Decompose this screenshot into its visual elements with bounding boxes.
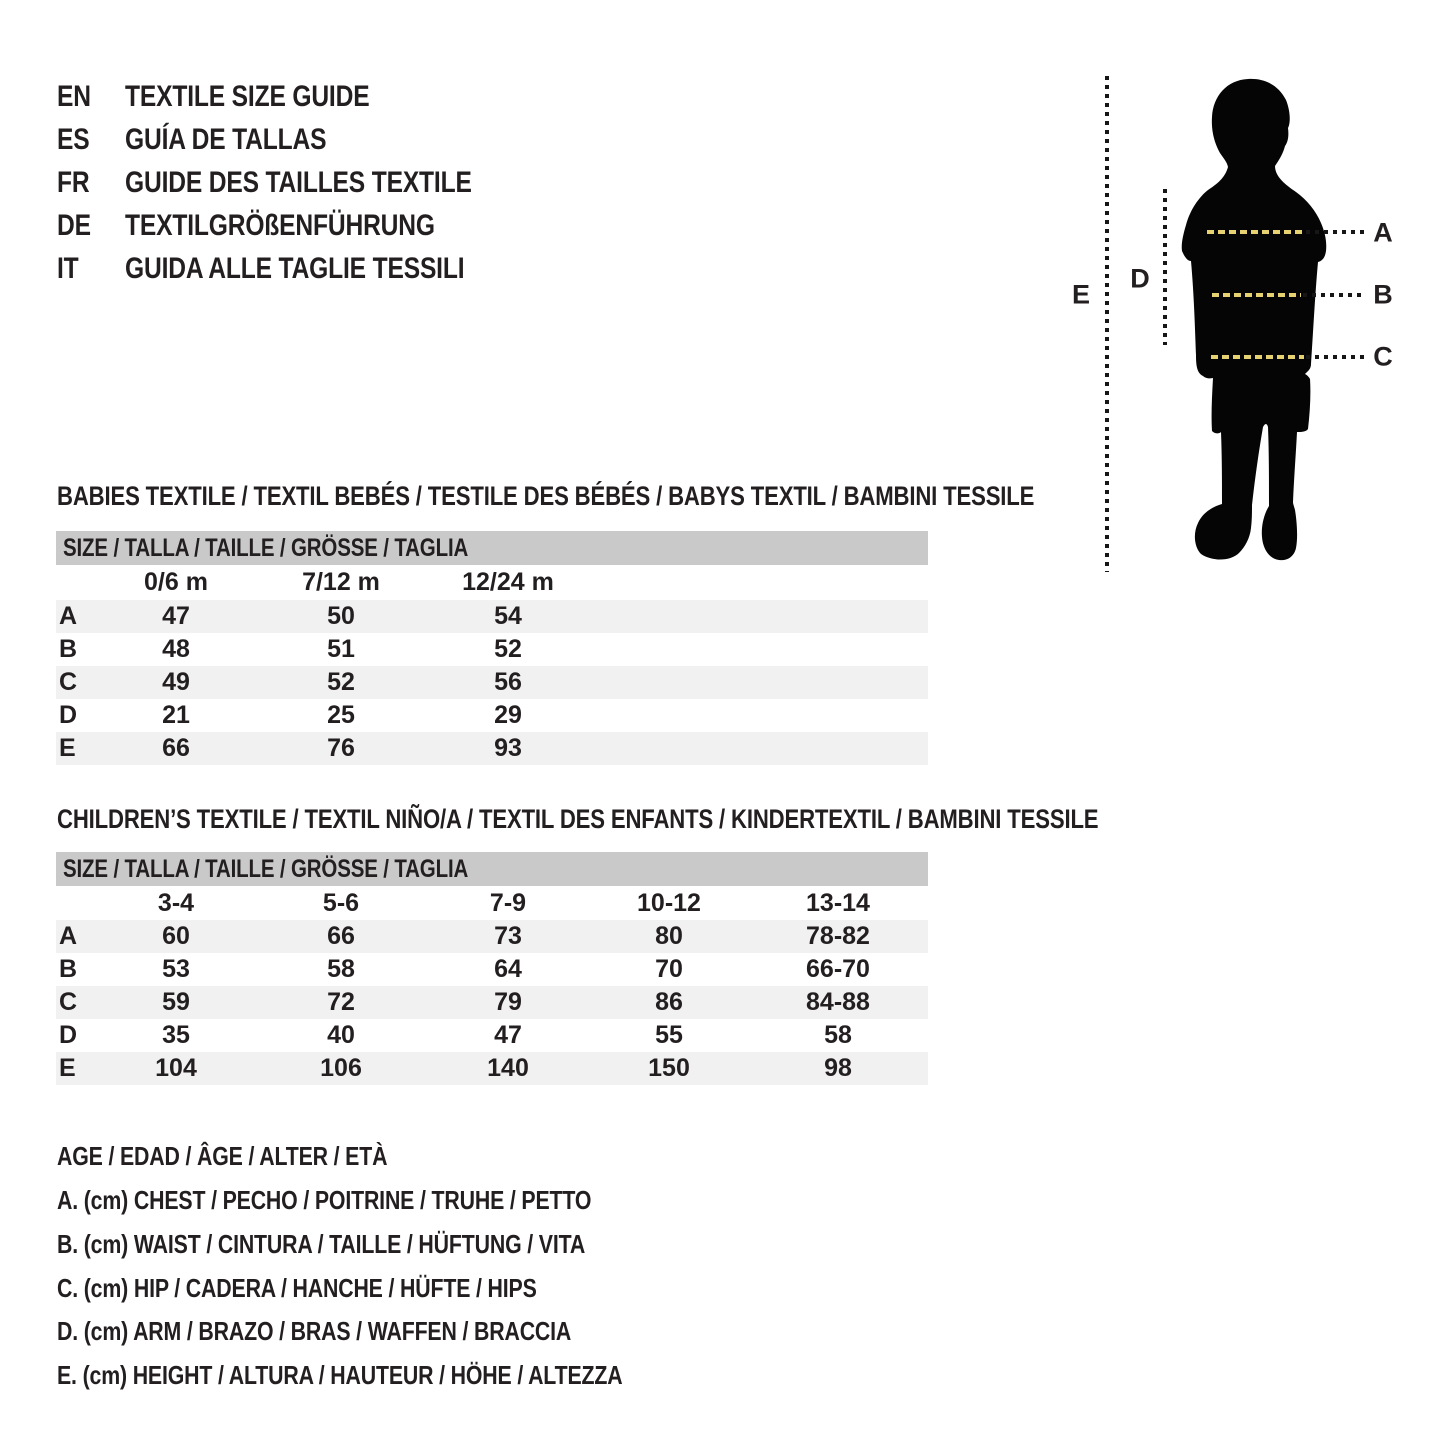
cell: 80: [655, 922, 683, 950]
hip-dot-line: [1306, 355, 1364, 359]
row-label: B: [59, 635, 78, 663]
cell: 40: [327, 1021, 355, 1049]
cell: 48: [162, 635, 190, 663]
cell: 76: [327, 734, 355, 762]
column-header: 0/6 m: [144, 568, 208, 596]
lang-code: DE: [57, 209, 91, 242]
cell: 53: [162, 955, 190, 983]
table-row: [56, 1052, 928, 1085]
cell: 66-70: [806, 955, 870, 983]
chest-dot-line: [1306, 230, 1364, 234]
size-header-label: SIZE / TALLA / TAILLE / GRÖSSE / TAGLIA: [63, 534, 469, 562]
cell: 86: [655, 988, 683, 1016]
table-row: [56, 699, 928, 732]
lang-code: FR: [57, 166, 90, 199]
cell: 21: [162, 701, 190, 729]
cell: 66: [162, 734, 190, 762]
legend-waist: B. (cm) WAIST / CINTURA / TAILLE / HÜFTUNG / VITA: [57, 1229, 586, 1259]
legend-age: AGE / EDAD / ÂGE / ALTER / ETÀ: [57, 1141, 388, 1171]
guide-title: TEXTILE SIZE GUIDE: [125, 80, 370, 113]
measure-label-a: A: [1373, 217, 1393, 248]
hip-dash-line: [1211, 355, 1304, 359]
children-size-header-bar: [56, 852, 928, 886]
cell: 29: [494, 701, 522, 729]
cell: 59: [162, 988, 190, 1016]
column-header: 7-9: [489, 889, 527, 917]
column-header: 3-4: [157, 889, 195, 917]
row-label: A: [59, 922, 78, 950]
cell: 52: [494, 635, 522, 663]
row-label: E: [59, 1054, 76, 1082]
legend-height: E. (cm) HEIGHT / ALTURA / HAUTEUR / HÖHE / ALTEZZA: [57, 1360, 623, 1390]
children-column-header-row: [56, 886, 928, 920]
row-label: D: [59, 701, 78, 729]
cell: 93: [494, 734, 522, 762]
cell: 49: [162, 668, 190, 696]
cell: 58: [824, 1021, 852, 1049]
guide-title: GUIDA ALLE TAGLIE TESSILI: [125, 252, 465, 285]
cell: 66: [327, 922, 355, 950]
table-row: [56, 1019, 928, 1052]
table-row: [56, 953, 928, 986]
measure-label-c: C: [1373, 341, 1393, 372]
cell: 47: [494, 1021, 522, 1049]
cell: 106: [320, 1054, 362, 1082]
size-header-label: SIZE / TALLA / TAILLE / GRÖSSE / TAGLIA: [63, 855, 469, 883]
babies-column-header-row: [56, 565, 928, 600]
row-label: C: [59, 988, 78, 1016]
cell: 54: [494, 602, 522, 630]
cell: 60: [162, 922, 190, 950]
table-row: [56, 600, 928, 633]
cell: 150: [648, 1054, 690, 1082]
row-label: C: [59, 668, 78, 696]
table-row: [56, 920, 928, 953]
table-row: [56, 633, 928, 666]
cell: 55: [655, 1021, 683, 1049]
babies-size-header-bar: [56, 531, 928, 565]
waist-dot-line: [1303, 293, 1364, 297]
cell: 52: [327, 668, 355, 696]
row-label: A: [59, 602, 78, 630]
legend-chest: A. (cm) CHEST / PECHO / POITRINE / TRUHE / PETTO: [57, 1185, 592, 1215]
row-label: E: [59, 734, 76, 762]
guide-title: GUÍA DE TALLAS: [125, 123, 327, 156]
row-label: B: [59, 955, 78, 983]
lang-code: ES: [57, 123, 90, 156]
column-header: 12/24 m: [462, 568, 554, 596]
cell: 140: [487, 1054, 529, 1082]
chest-dash-line: [1207, 230, 1304, 234]
cell: 79: [494, 988, 522, 1016]
cell: 25: [327, 701, 355, 729]
table-row: [56, 666, 928, 699]
column-header: 5-6: [322, 889, 360, 917]
child-silhouette: [1175, 70, 1335, 565]
column-header: 7/12 m: [302, 568, 380, 596]
arm-measure-line: [1163, 189, 1167, 345]
cell: 64: [494, 955, 522, 983]
waist-dash-line: [1212, 293, 1301, 297]
cell: 56: [494, 668, 522, 696]
cell: 84-88: [806, 988, 870, 1016]
cell: 72: [327, 988, 355, 1016]
row-label: D: [59, 1021, 78, 1049]
cell: 35: [162, 1021, 190, 1049]
legend-hip: C. (cm) HIP / CADERA / HANCHE / HÜFTE / HIPS: [57, 1273, 537, 1303]
cell: 78-82: [806, 922, 870, 950]
measure-label-d: D: [1130, 263, 1150, 294]
babies-section-title: BABIES TEXTILE / TEXTIL BEBÉS / TESTILE DES BÉBÉS / BABYS TEXTIL / BAMBINI TESSILE: [57, 481, 1035, 511]
column-header: 10-12: [637, 889, 701, 917]
guide-title: TEXTILGRÖßENFÜHRUNG: [125, 209, 435, 242]
cell: 73: [494, 922, 522, 950]
cell: 50: [327, 602, 355, 630]
cell: 98: [824, 1054, 852, 1082]
cell: 47: [162, 602, 190, 630]
table-row: [56, 986, 928, 1019]
cell: 104: [155, 1054, 197, 1082]
table-row: [56, 732, 928, 765]
guide-title: GUIDE DES TAILLES TEXTILE: [125, 166, 472, 199]
legend-arm: D. (cm) ARM / BRAZO / BRAS / WAFFEN / BRACCIA: [57, 1316, 572, 1346]
measure-label-b: B: [1373, 279, 1393, 310]
height-measure-line: [1105, 76, 1109, 572]
measure-label-e: E: [1071, 279, 1091, 310]
lang-code: IT: [57, 252, 79, 285]
cell: 70: [655, 955, 683, 983]
children-section-title: CHILDREN’S TEXTILE / TEXTIL NIÑO/A / TEXTIL DES ENFANTS / KINDERTEXTIL / BAMBINI TESSILE: [57, 804, 1099, 834]
lang-code: EN: [57, 80, 91, 113]
cell: 51: [327, 635, 355, 663]
column-header: 13-14: [806, 889, 870, 917]
cell: 58: [327, 955, 355, 983]
